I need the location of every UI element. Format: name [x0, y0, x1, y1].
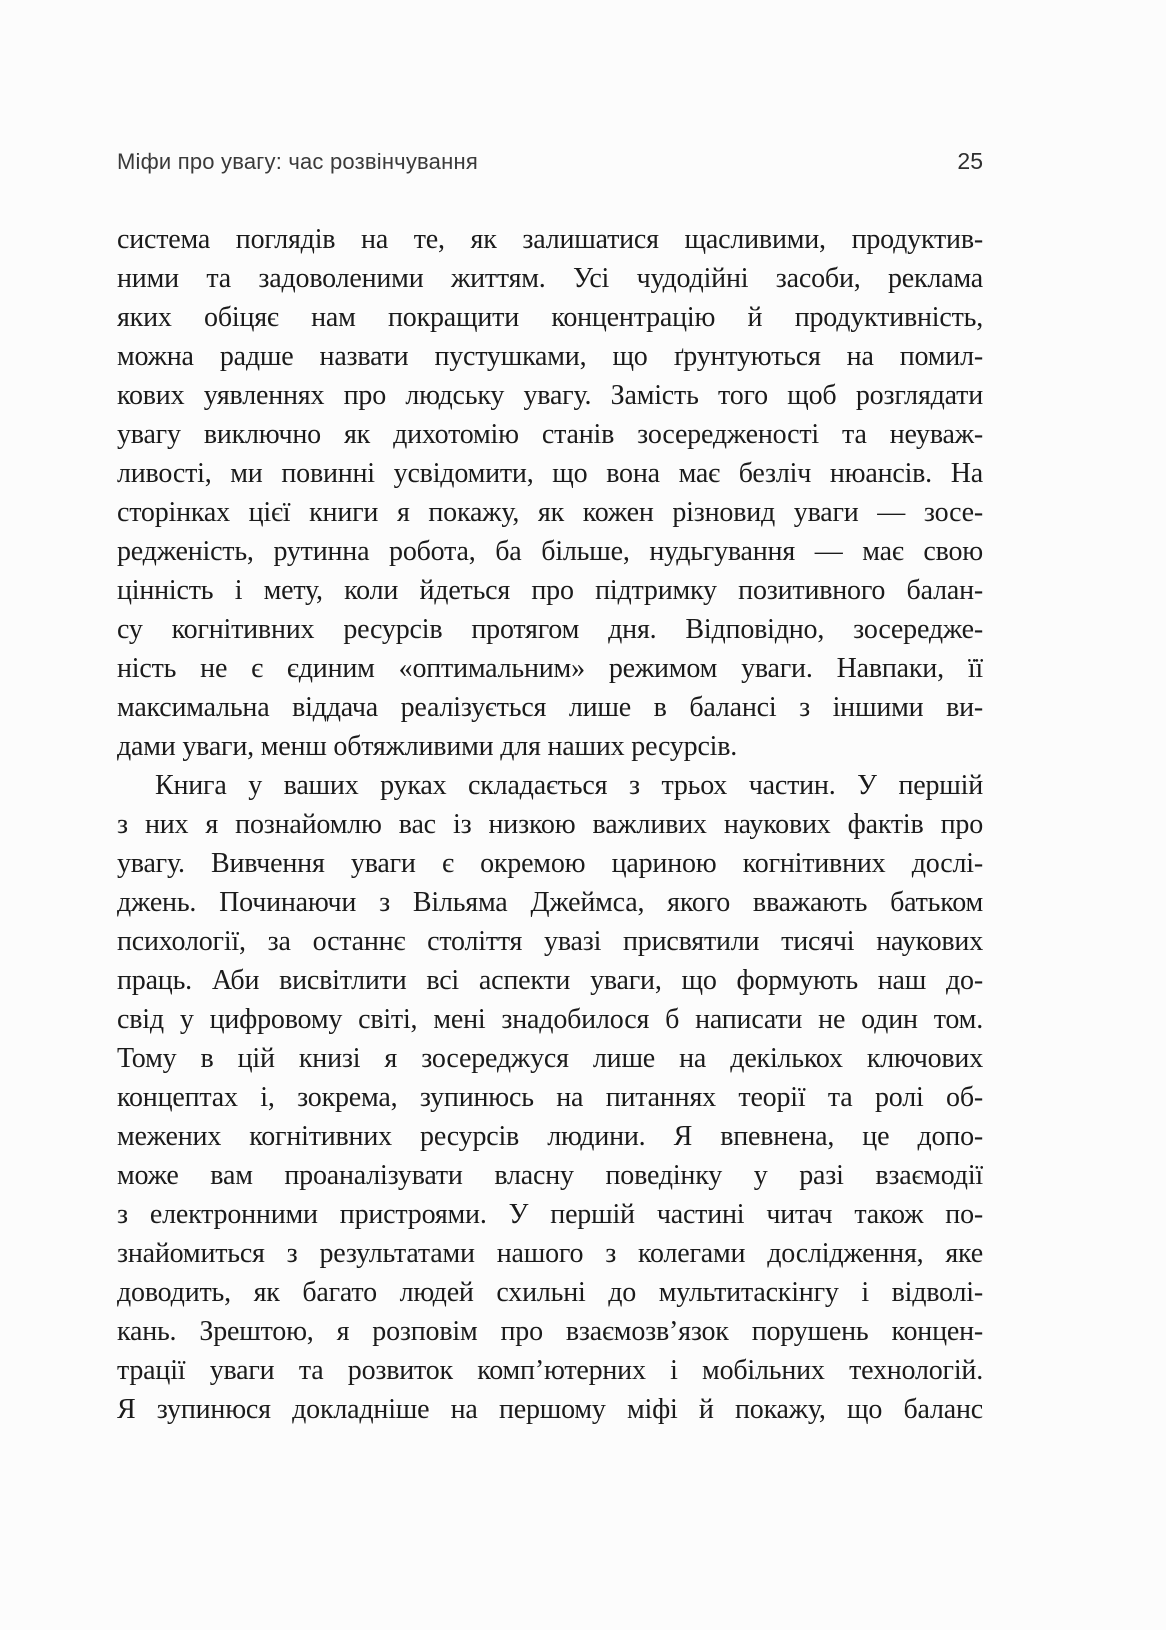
chapter-title: Міфи про увагу: час розвінчування — [117, 149, 478, 174]
text-line: ними та задоволеними життям. Усі чудодійні засоби, реклама — [117, 263, 983, 294]
text-line: свід у цифровому світі, мені знадобилося б написати не один том. — [117, 1004, 983, 1035]
text-line: Книга у ваших руках складається з трьох частин. У першій — [155, 770, 983, 801]
text-line: з електронними пристроями. У першій частині читач також по- — [117, 1199, 983, 1230]
text-line: система поглядів на те, як залишатися щасливими, продуктив- — [117, 224, 983, 255]
text-line: увагу. Вивчення уваги є окремою цариною когнітивних дослі- — [117, 848, 983, 879]
body-text — [117, 220, 983, 1429]
text-line: можна радше назвати пустушками, що ґрунтуються на помил- — [117, 341, 983, 372]
text-line: концептах і, зокрема, зупинюсь на питаннях теорії та ролі об- — [117, 1082, 983, 1113]
paragraph — [117, 766, 983, 1429]
text-line: може вам проаналізувати власну поведінку у разі взаємодії — [117, 1160, 983, 1191]
running-header — [117, 148, 983, 175]
text-line: Тому в цій книзі я зосереджуся лише на декількох ключових — [117, 1043, 983, 1074]
text-line: кань. Зрештою, я розповім про взаємозв’язок порушень концен- — [117, 1316, 983, 1347]
page-number: 25 — [957, 148, 983, 174]
text-line: з них я познайомлю вас із низкою важливих наукових фактів про — [117, 809, 983, 840]
text-line: су когнітивних ресурсів протягом дня. Відповідно, зосередже- — [117, 614, 983, 645]
text-line: ність не є єдиним «оптимальним» режимом уваги. Навпаки, її — [117, 653, 983, 684]
text-line: джень. Починаючи з Вільяма Джеймса, якого вважають батьком — [117, 887, 983, 918]
text-line: трації уваги та розвиток комп’ютерних і мобільних технологій. — [117, 1355, 983, 1386]
text-line: психології, за останнє століття увазі присвятили тисячі наукових — [117, 926, 983, 957]
text-line: доводить, як багато людей схильні до мультитаскінгу і відволі- — [117, 1277, 983, 1308]
paragraph — [117, 220, 983, 766]
text-line: сторінках цієї книги я покажу, як кожен різновид уваги — зосе- — [117, 497, 983, 528]
text-line: цінність і мету, коли йдеться про підтримку позитивного балан- — [117, 575, 983, 606]
text-line: максимальна віддача реалізується лише в балансі з іншими ви- — [117, 692, 983, 723]
text-line: увагу виключно як дихотомію станів зосередженості та неуваж- — [117, 419, 983, 450]
text-line: ливості, ми повинні усвідомити, що вона має безліч нюансів. На — [117, 458, 983, 489]
text-line: яких обіцяє нам покращити концентрацію й продуктивність, — [117, 302, 983, 333]
text-line: знайомиться з результатами нашого з колегами дослідження, яке — [117, 1238, 983, 1269]
text-line: Я зупинюся докладніше на першому міфі й покажу, що баланс — [117, 1394, 983, 1425]
text-line: дами уваги, менш обтяжливими для наших ресурсів. — [117, 731, 738, 762]
text-line: редженість, рутинна робота, ба більше, нудьгування — має свою — [117, 536, 983, 567]
text-line: праць. Аби висвітлити всі аспекти уваги, що формують наш до- — [117, 965, 983, 996]
text-line: кових уявленнях про людську увагу. Замість того щоб розглядати — [117, 380, 983, 411]
text-line: межених когнітивних ресурсів людини. Я впевнена, це допо- — [117, 1121, 983, 1152]
